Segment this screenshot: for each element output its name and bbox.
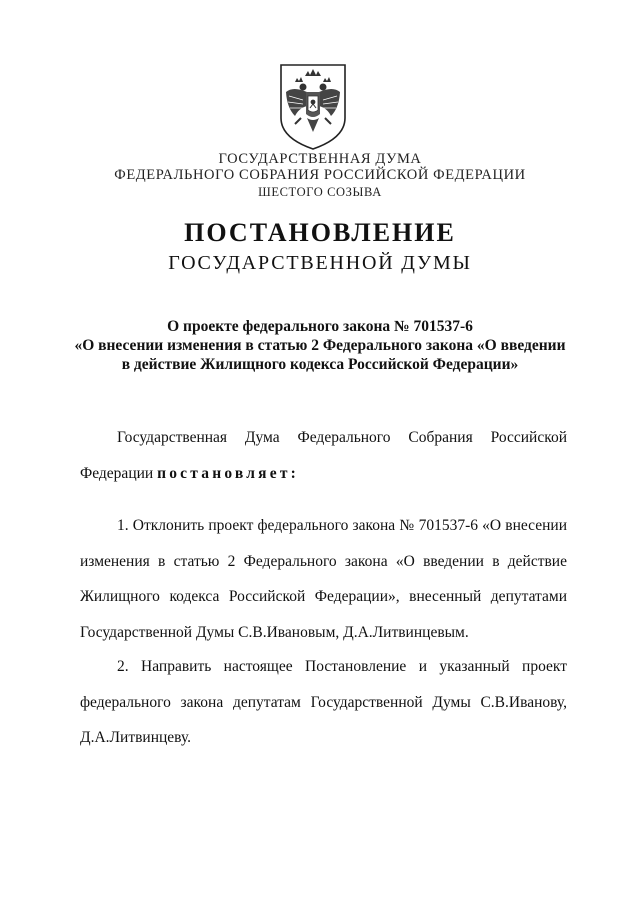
parliament-assembly: ФЕДЕРАЛЬНОГО СОБРАНИЯ РОССИЙСКОЙ ФЕДЕРАЦИИ (114, 167, 526, 183)
preamble-verb: постановляет: (157, 464, 299, 482)
resolution-item-1: 1. Отклонить проект федерального закона № 701537-6 «О внесении изменения в статью 2 Федерального закона «О введении в действие Жилищного кодекса Российской Федерации», внесенный депутатами Государственной Думы С.В.Ивановым, Д.А.Литвинцевым. (80, 517, 567, 641)
convocation: ШЕСТОГО СОЗЫВА (258, 185, 382, 199)
preamble-text: Государственная Дума Федерального Собрания Российской Федерации (80, 429, 567, 482)
russian-coat-of-arms-icon (277, 62, 349, 152)
document-subject (60, 317, 580, 374)
parliament-name: ГОСУДАРСТВЕННАЯ ДУМА (218, 151, 422, 167)
preamble-paragraph (80, 420, 567, 491)
subject-line: О проекте федерального закона № 701537-6 (167, 318, 473, 335)
document-title: ПОСТАНОВЛЕНИЕ (184, 218, 456, 247)
resolution-item-2: 2. Направить настоящее Постановление и указанный проект федерального закона депутатам Государственной Думы С.В.Иванову, Д.А.Литвинцеву. (80, 658, 567, 746)
document-subtitle: ГОСУДАРСТВЕННОЙ ДУМЫ (168, 252, 472, 274)
subject-line: в действие Жилищного кодекса Российской Федерации» (121, 356, 519, 373)
subject-line: «О внесении изменения в статью 2 Федерального закона «О введении (74, 337, 566, 354)
